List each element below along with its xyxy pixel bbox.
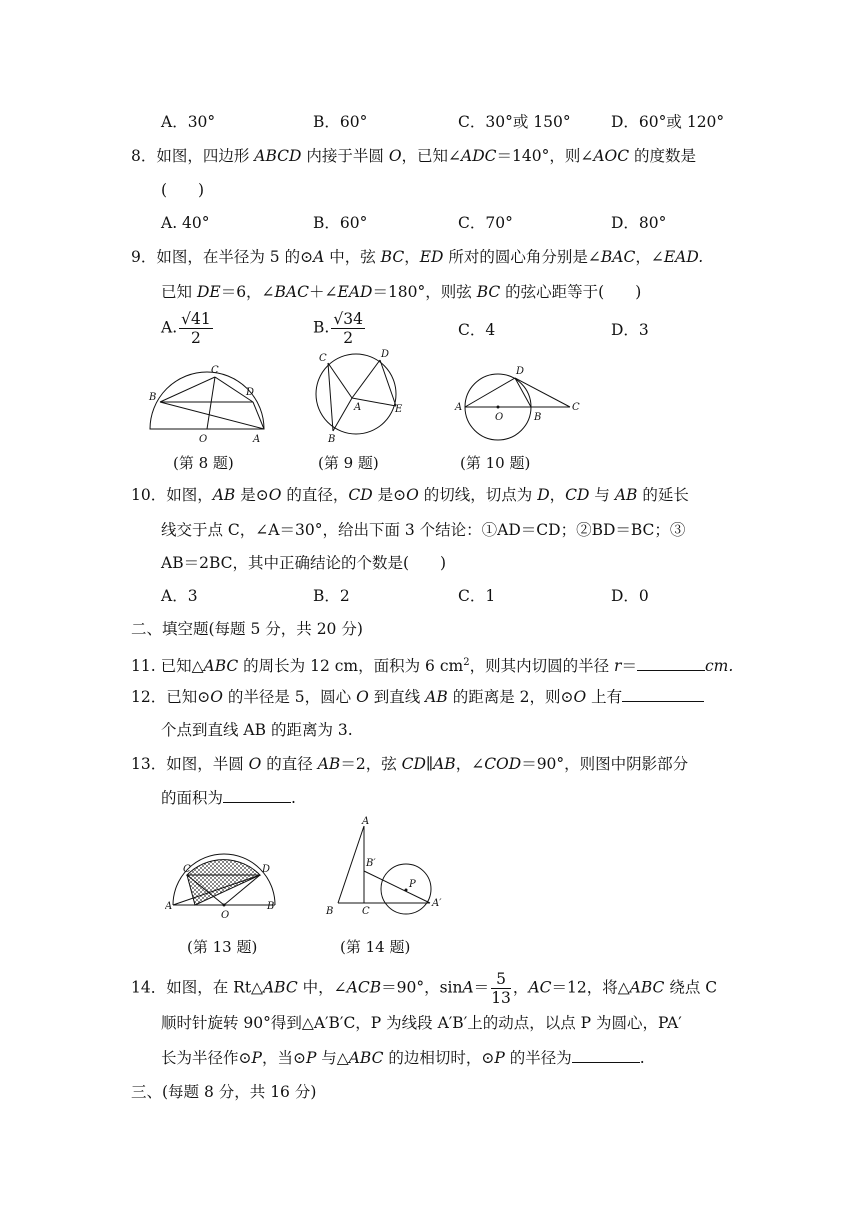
svg-text:D: D (246, 387, 255, 398)
svg-text:C: C (211, 365, 219, 376)
svg-text:E: E (395, 404, 403, 415)
q11-answer-blank[interactable] (637, 654, 705, 671)
svg-text:D: D (516, 366, 525, 377)
svg-text:O: O (495, 412, 504, 423)
svg-text:B: B (267, 901, 275, 912)
q11-stem: 11. 已知△ABC 的周长为 12 cm，面积为 6 $cm^2$，则其内切圆的半径 r＝ cm. (131, 651, 733, 678)
svg-text:P: P (409, 879, 416, 890)
svg-text:D: D (262, 864, 271, 875)
q7-option-b: B．60° (313, 113, 368, 131)
q14-answer-blank[interactable] (572, 1046, 640, 1063)
q8-option-d: D．80° (611, 214, 667, 232)
svg-text:D: D (381, 349, 390, 360)
q8-stem-line2: ( ) (161, 181, 205, 199)
svg-text:C: C (362, 906, 370, 916)
q12-stem-line2: 个点到直线 AB 的距离为 3. (161, 721, 353, 739)
q10-option-a: A．3 (161, 587, 198, 605)
q8-stem-line1: 8．如图，四边形 ABCD 内接于半圆 O，已知∠ADC＝140°，则∠AOC 的度数是 (131, 147, 697, 165)
svg-text:B: B (328, 434, 336, 445)
figure-8 (145, 362, 270, 447)
q9-stem-line2: 已知 DE＝6，∠BAC＋∠EAD＝180°，则弦 BC 的弦心距等于( ) (161, 283, 642, 301)
svg-text:A: A (253, 434, 261, 445)
q9-option-a: A. $\frac{√41}{2}$ (161, 310, 211, 347)
svg-text:A: A (362, 816, 370, 827)
q9-stem-line1: 9．如图，在半径为 5 的⊙A 中，弦 BC，ED 所对的圆心角分别是∠BAC，∠EAD. (131, 248, 704, 266)
svg-text:A: A (354, 402, 362, 413)
svg-text:C: C (183, 864, 191, 875)
q13-stem-line1: 13．如图，半圆 O 的直径 AB＝2，弦 CD∥AB，∠COD＝90°，则图中阴影部分 (131, 755, 689, 773)
svg-text:A: A (455, 402, 463, 413)
q14-stem-line3: 长为半径作⊙P，当⊙P 与△ABC 的边相切时，⊙P 的半径为 . (161, 1046, 645, 1070)
figure-13 (165, 852, 285, 922)
q13-stem-line2: 的面积为 . (161, 786, 296, 810)
svg-text:O: O (199, 434, 208, 445)
q7-option-d: D．60°或 120° (611, 113, 725, 131)
figure-13-caption: (第 13 题) (187, 938, 258, 956)
q12-answer-blank[interactable] (622, 685, 704, 702)
q14-stem-line1: 14．如图，在 Rt△ABC 中，∠ACB＝90°，sinA＝ $\frac{5}{13}$ ，AC＝12，将△ABC 绕点 C (131, 970, 718, 1007)
q10-option-d: D．0 (611, 587, 649, 605)
q9-option-d: D．3 (611, 321, 649, 339)
q9-option-c: C．4 (458, 321, 496, 339)
svg-text:A′: A′ (432, 898, 442, 909)
svg-text:B: B (534, 412, 542, 423)
q8-option-a: A. 40° (161, 214, 210, 232)
q10-stem-line3: AB＝2BC，其中正确结论的个数是( ) (161, 554, 447, 572)
svg-text:O: O (221, 910, 230, 921)
svg-text:B: B (149, 392, 157, 403)
svg-text:B′: B′ (366, 858, 376, 869)
figure-10-caption: (第 10 题) (460, 454, 531, 472)
svg-text:C: C (572, 402, 580, 413)
q9-option-b: B. $\frac{√34}{2}$ (313, 310, 363, 347)
q10-stem-line1: 10．如图，AB 是⊙O 的直径，CD 是⊙O 的切线，切点为 D，CD 与 AB 的延长 (131, 486, 689, 504)
section-2-heading: 二、填空题(每题 5 分，共 20 分) (131, 620, 363, 638)
svg-text:A: A (165, 901, 173, 912)
figure-14-caption: (第 14 题) (340, 938, 411, 956)
q7-option-a: A．30° (161, 113, 216, 131)
section-3-heading: 三、(每题 8 分，共 16 分) (131, 1083, 317, 1101)
q13-answer-blank[interactable] (223, 786, 291, 803)
svg-text:C: C (319, 353, 327, 364)
q8-option-b: B．60° (313, 214, 368, 232)
q8-option-c: C．70° (458, 214, 513, 232)
q12-stem-line1: 12．已知⊙O 的半径是 5，圆心 O 到直线 AB 的距离是 2，则⊙O 上有 (131, 685, 704, 709)
figure-8-caption: (第 8 题) (173, 454, 234, 472)
figure-9-caption: (第 9 题) (318, 454, 379, 472)
q10-option-b: B．2 (313, 587, 350, 605)
q10-option-c: C．1 (458, 587, 496, 605)
figure-14 (320, 816, 450, 916)
q7-option-c: C．30°或 150° (458, 113, 571, 131)
svg-text:B: B (326, 906, 334, 916)
figure-10 (452, 362, 587, 447)
q14-stem-line2: 顺时针旋转 90°得到△A′B′C，P 为线段 A′B′上的动点，以点 P 为圆心，PA′ (161, 1014, 682, 1032)
q10-stem-line2: 线交于点 C，∠A＝30°，给出下面 3 个结论：①AD＝CD；②BD＝BC；③ (161, 521, 686, 539)
figure-9 (308, 346, 413, 446)
